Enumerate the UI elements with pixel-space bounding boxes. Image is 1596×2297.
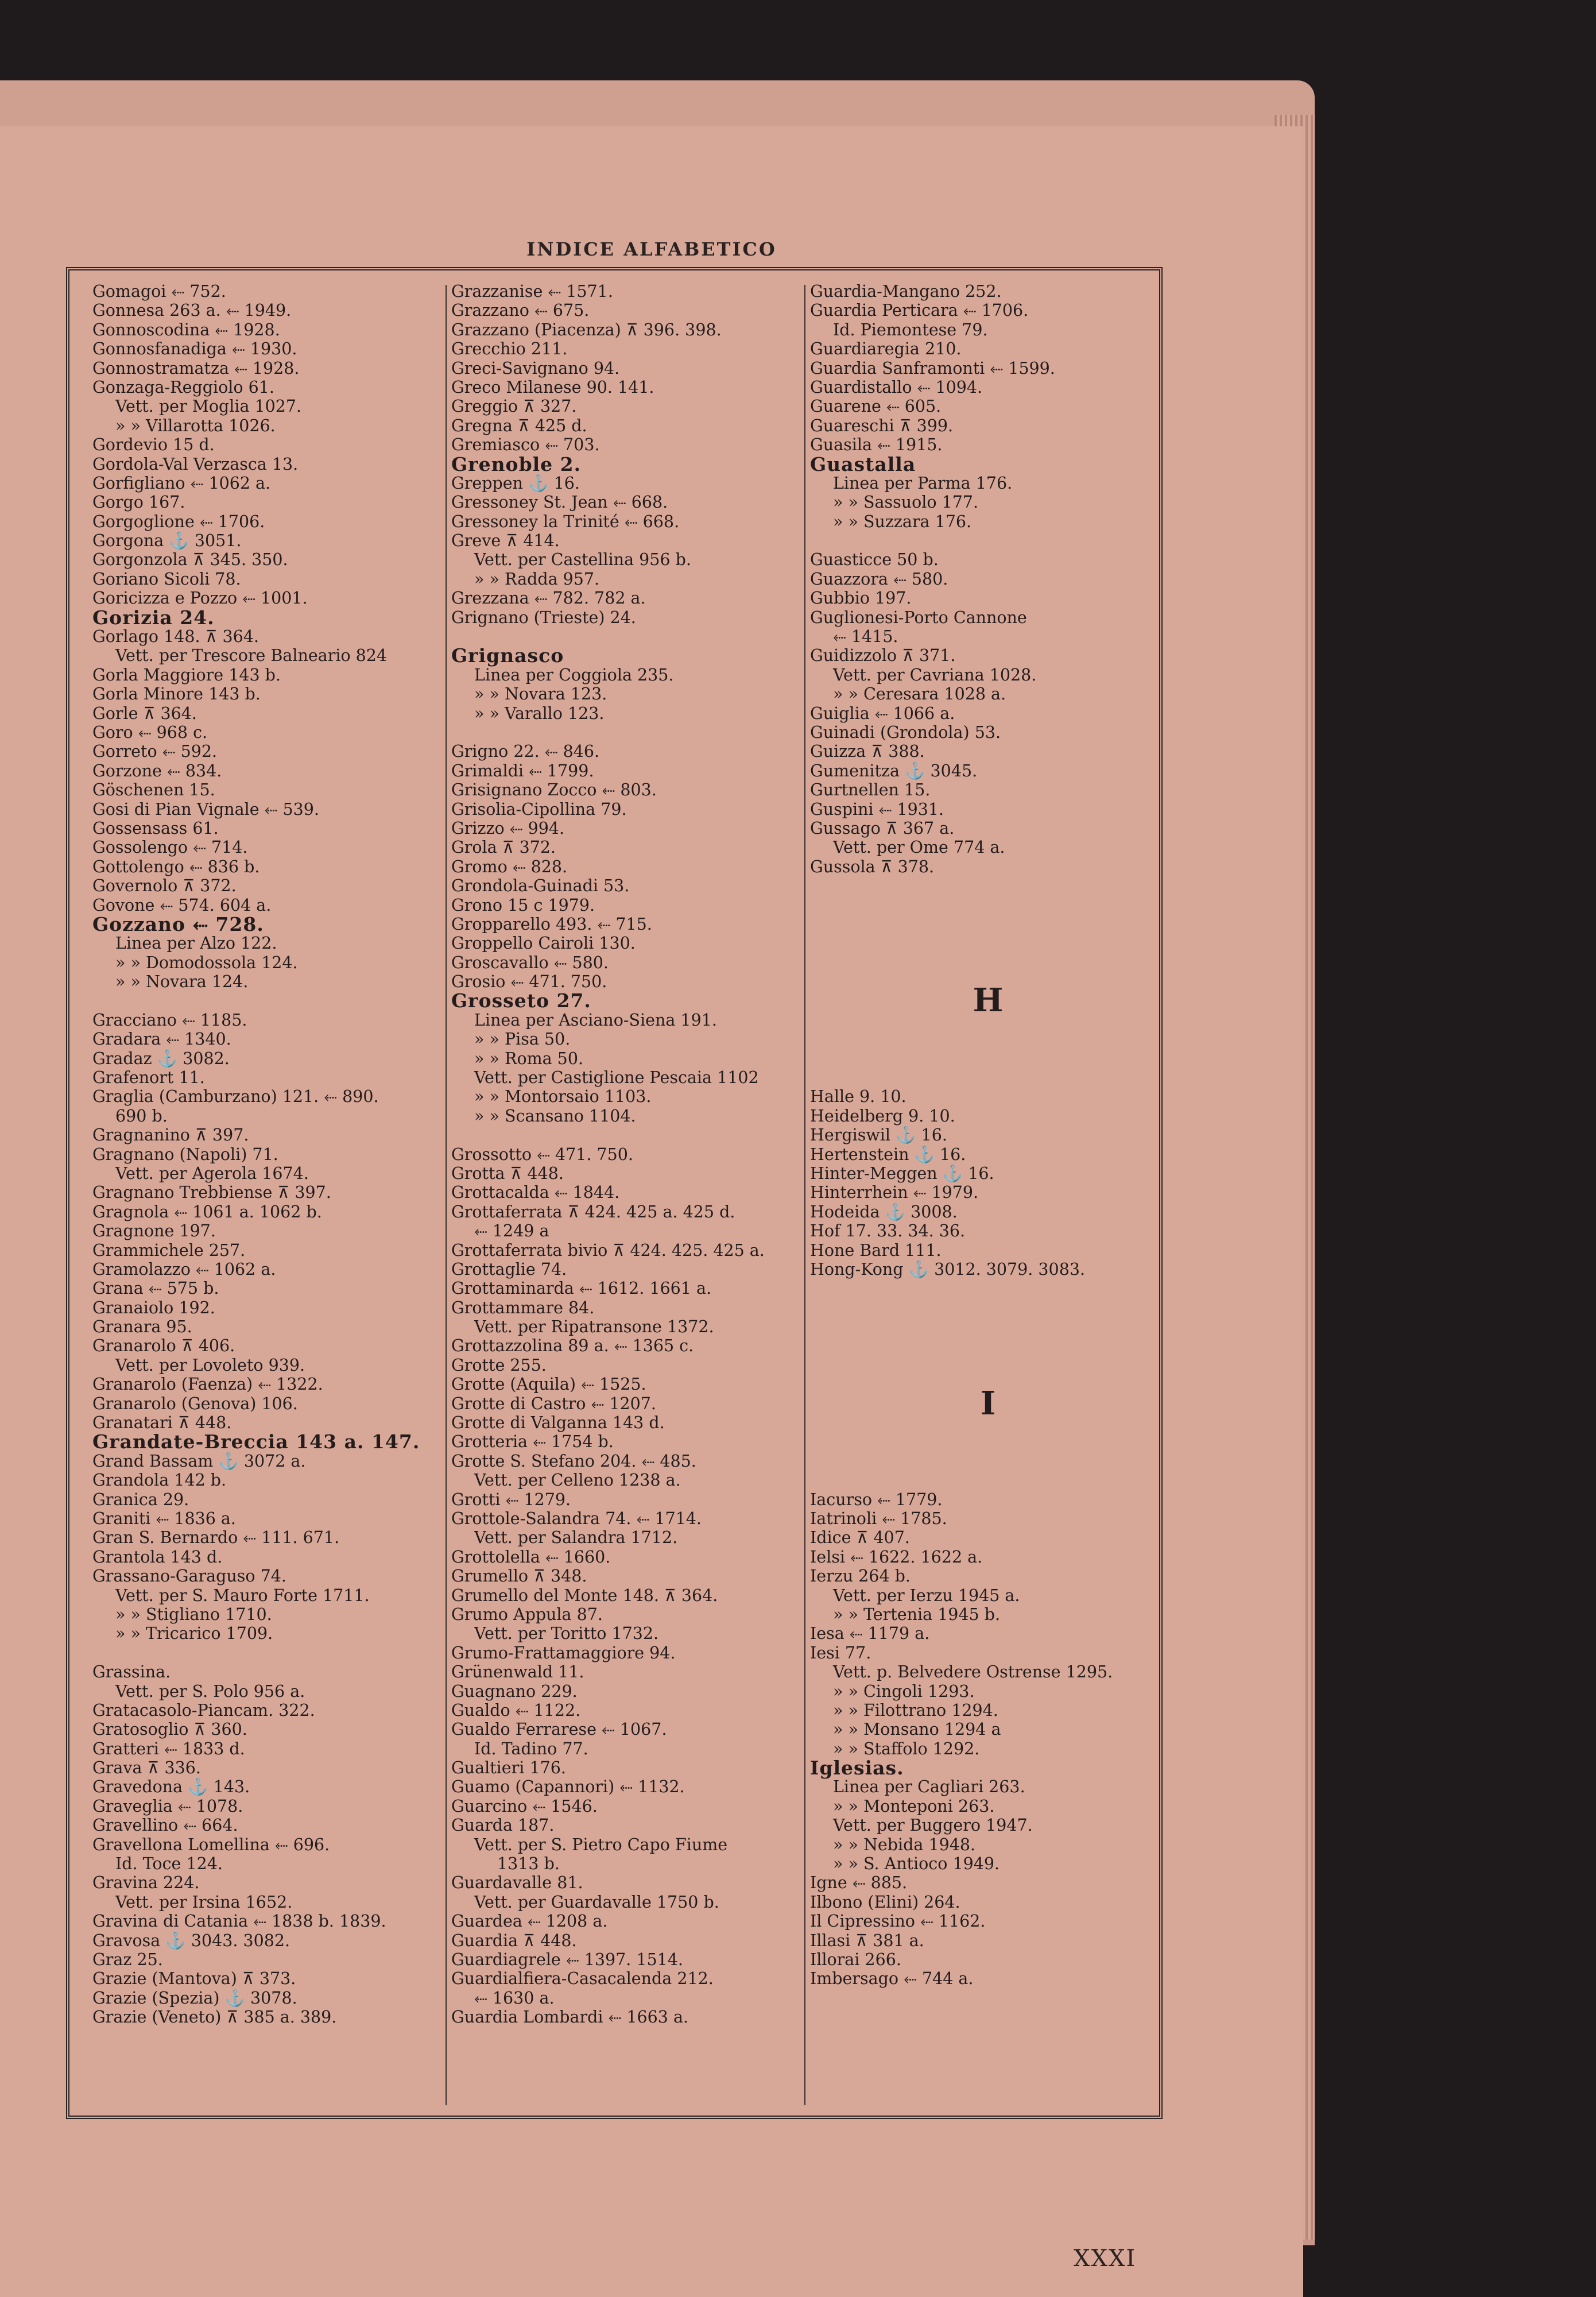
index-entry: Grondola-Guinadi 53. bbox=[451, 876, 630, 896]
index-entry: Guardia Perticara ⬸ 1706. bbox=[810, 301, 1029, 320]
index-entry: Grosio ⬸ 471. 750. bbox=[451, 972, 607, 992]
index-entry: Grazie (Spezia) ⚓ 3078. bbox=[92, 1988, 297, 2008]
index-entry: Granara 95. bbox=[92, 1317, 192, 1337]
index-entry: Graniti ⬸ 1836 a. bbox=[92, 1509, 236, 1528]
index-entry: ⬸ 1630 a. bbox=[474, 1988, 555, 2008]
index-entry: Id. Tadino 77. bbox=[474, 1739, 588, 1758]
index-entry: Hergiswil ⚓ 16. bbox=[810, 1126, 947, 1145]
index-entry: Gussago ⊼ 367 a. bbox=[810, 818, 955, 838]
index-entry: Grumo-Frattamaggiore 94. bbox=[451, 1643, 676, 1662]
index-entry: Gorreto ⬸ 592. bbox=[92, 742, 218, 761]
index-entry: Guarcino ⬸ 1546. bbox=[451, 1796, 598, 1816]
index-entry bbox=[92, 1644, 448, 1662]
index-entry: Gorzone ⬸ 834. bbox=[92, 761, 222, 780]
index-entry: Hodeida ⚓ 3008. bbox=[810, 1202, 958, 1221]
index-heading: Guastalla bbox=[810, 453, 916, 475]
index-entry: Grammichele 257. bbox=[92, 1240, 246, 1260]
index-entry: 690 b. bbox=[115, 1106, 168, 1126]
index-entry: Ierzu 264 b. bbox=[810, 1567, 911, 1586]
index-entry: Iacurso ⬸ 1779. bbox=[810, 1490, 943, 1509]
index-entry: ⬸ 1415. bbox=[833, 627, 898, 647]
index-entry bbox=[810, 1279, 1166, 1298]
index-entry: Graveglia ⬸ 1078. bbox=[92, 1796, 243, 1816]
index-entry: Gorgona ⚓ 3051. bbox=[92, 531, 242, 551]
index-entry: Gossensass 61. bbox=[92, 818, 219, 838]
index-entry: Greci-Savignano 94. bbox=[451, 358, 620, 378]
index-entry bbox=[451, 723, 807, 742]
index-entry: Gragnano (Napoli) 71. bbox=[92, 1144, 278, 1164]
book-page bbox=[0, 126, 1303, 2297]
index-entry: » » Suzzara 176. bbox=[833, 512, 972, 531]
index-heading: Grosseto 27. bbox=[451, 989, 591, 1012]
index-entry: Id. Toce 124. bbox=[115, 1854, 223, 1874]
index-entry: Guardea ⬸ 1208 a. bbox=[451, 1912, 608, 1931]
index-entry: Linea per Coggiola 235. bbox=[474, 665, 674, 685]
index-entry: Gualtieri 176. bbox=[451, 1758, 566, 1778]
index-entry: Vett. per Castiglione Pescaia 1102 bbox=[474, 1068, 759, 1088]
index-entry: Grazzanise ⬸ 1571. bbox=[451, 282, 613, 301]
index-entry: Vett. per Toritto 1732. bbox=[474, 1624, 659, 1644]
index-entry: Gottolengo ⬸ 836 b. bbox=[92, 857, 260, 876]
index-entry: Hinter-Meggen ⚓ 16. bbox=[810, 1163, 994, 1183]
index-frame bbox=[66, 267, 1163, 2119]
index-entry: Gratacasolo-Piancam. 322. bbox=[92, 1700, 315, 1720]
index-entry: » » Cingoli 1293. bbox=[833, 1681, 975, 1701]
index-entry: Greggio ⊼ 327. bbox=[451, 397, 577, 416]
running-head: INDICE ALFABETICO bbox=[526, 238, 777, 260]
index-entry: Guardiagrele ⬸ 1397. 1514. bbox=[451, 1950, 683, 1969]
index-entry: Vett. per S. Mauro Forte 1711. bbox=[115, 1586, 370, 1605]
index-heading: Gorizia 24. bbox=[92, 606, 215, 629]
index-entry: Guglionesi-Porto Cannone bbox=[810, 608, 1027, 627]
index-entry: Vett. per Ripatransone 1372. bbox=[474, 1317, 714, 1337]
index-entry: Vett. per Ome 774 a. bbox=[833, 838, 1005, 857]
index-entry: Granaiolo 192. bbox=[92, 1298, 215, 1317]
index-entry bbox=[810, 876, 1166, 895]
index-entry: Göschenen 15. bbox=[92, 780, 215, 800]
index-entry: Grezzana ⬸ 782. 782 a. bbox=[451, 589, 646, 608]
index-entry: Vett. per Trescore Balneario 824 bbox=[115, 646, 388, 666]
index-entry bbox=[810, 1452, 1166, 1471]
index-entry: Guasila ⬸ 1915. bbox=[810, 435, 943, 455]
index-entry: » » Staffolo 1292. bbox=[833, 1739, 980, 1758]
page-folio: XXXI bbox=[1074, 2245, 1137, 2272]
index-entry: Goro ⬸ 968 c. bbox=[92, 722, 208, 742]
index-entry: Grotte S. Stefano 204. ⬸ 485. bbox=[451, 1451, 696, 1471]
index-entry: Grottaminarda ⬸ 1612. 1661 a. bbox=[451, 1279, 711, 1298]
index-entry bbox=[810, 1471, 1166, 1490]
index-entry: Granarolo (Faenza) ⬸ 1322. bbox=[92, 1375, 323, 1394]
index-entry: Grimaldi ⬸ 1799. bbox=[451, 761, 594, 780]
index-entry: Guasticce 50 b. bbox=[810, 550, 939, 570]
index-entry: Gravina 224. bbox=[92, 1873, 200, 1893]
index-entry: Gravellino ⬸ 664. bbox=[92, 1816, 238, 1835]
index-entry: Gromo ⬸ 828. bbox=[451, 857, 568, 876]
index-entry: Grossotto ⬸ 471. 750. bbox=[451, 1144, 633, 1164]
index-entry: Guarda 187. bbox=[451, 1816, 555, 1835]
index-entry: Guizza ⊼ 388. bbox=[810, 742, 925, 761]
index-entry: Gracciano ⬸ 1185. bbox=[92, 1010, 247, 1030]
index-entry: Guardia ⊼ 448. bbox=[451, 1931, 577, 1950]
index-entry: Greco Milanese 90. 141. bbox=[451, 377, 654, 397]
index-entry: Grottazzolina 89 a. ⬸ 1365 c. bbox=[451, 1336, 694, 1356]
index-entry: Grazzano (Piacenza) ⊼ 396. 398. bbox=[451, 320, 722, 339]
index-entry: Guardia-Mangano 252. bbox=[810, 282, 1002, 301]
index-entry: » » Monteponi 263. bbox=[833, 1796, 995, 1816]
index-entry: Gremiasco ⬸ 703. bbox=[451, 435, 600, 455]
index-entry: Heidelberg 9. 10. bbox=[810, 1106, 955, 1126]
section-letter: H bbox=[973, 981, 1004, 1020]
index-entry: » » Villarotta 1026. bbox=[115, 416, 276, 435]
index-entry bbox=[810, 1317, 1166, 1336]
index-entry: Linea per Asciano-Siena 191. bbox=[474, 1010, 717, 1030]
index-entry: Guazzora ⬸ 580. bbox=[810, 569, 948, 589]
index-entry: Guspini ⬸ 1931. bbox=[810, 799, 944, 819]
index-entry: Greve ⊼ 414. bbox=[451, 531, 560, 551]
index-heading: Gozzano ⬸ 728. bbox=[92, 912, 264, 935]
index-entry: Granarolo ⊼ 406. bbox=[92, 1336, 235, 1356]
index-entry: Gonnostramatza ⬸ 1928. bbox=[92, 358, 300, 378]
section-letter: I bbox=[980, 1384, 996, 1422]
index-entry: Gubbio 197. bbox=[810, 589, 912, 608]
index-entry: Il Cipressino ⬸ 1162. bbox=[810, 1912, 986, 1931]
index-entry: Ilbono (Elini) 264. bbox=[810, 1892, 960, 1912]
index-entry: Gomagoi ⬸ 752. bbox=[92, 282, 226, 301]
index-entry: Gressoney St. Jean ⬸ 668. bbox=[451, 493, 668, 512]
index-entry: Grazie (Veneto) ⊼ 385 a. 389. bbox=[92, 2008, 337, 2027]
index-entry: Grecchio 211. bbox=[451, 339, 568, 359]
index-entry: Gratteri ⬸ 1833 d. bbox=[92, 1739, 245, 1758]
index-entry: Goriano Sicoli 78. bbox=[92, 569, 241, 589]
index-entry: Igne ⬸ 885. bbox=[810, 1873, 908, 1893]
index-entry bbox=[810, 531, 1166, 550]
index-entry: Idice ⊼ 407. bbox=[810, 1528, 910, 1548]
index-entry: Goricizza e Pozzo ⬸ 1001. bbox=[92, 589, 308, 608]
index-entry: Hinterrhein ⬸ 1979. bbox=[810, 1183, 979, 1202]
index-entry: Guareschi ⊼ 399. bbox=[810, 416, 954, 435]
index-entry: Hertenstein ⚓ 16. bbox=[810, 1144, 966, 1164]
index-entry: Grotteria ⬸ 1754 b. bbox=[451, 1432, 614, 1452]
index-entry: Gosi di Pian Vignale ⬸ 539. bbox=[92, 799, 319, 819]
index-entry: » » Novara 123. bbox=[474, 685, 607, 704]
index-entry bbox=[810, 1336, 1166, 1355]
index-entry: Grigno 22. ⬸ 846. bbox=[451, 742, 600, 761]
index-entry: » » Tertenia 1945 b. bbox=[833, 1604, 1001, 1624]
index-entry bbox=[810, 1432, 1166, 1451]
index-entry: Greppen ⚓ 16. bbox=[451, 473, 580, 493]
index-entry: Guardiaregia 210. bbox=[810, 339, 962, 359]
index-entry: Guardia Sanframonti ⬸ 1599. bbox=[810, 358, 1055, 378]
index-entry: Vett. per Celleno 1238 a. bbox=[474, 1471, 681, 1490]
index-entry: Gratosoglio ⊼ 360. bbox=[92, 1720, 247, 1739]
index-entry: Grazie (Mantova) ⊼ 373. bbox=[92, 1969, 296, 1989]
index-entry: Grottole-Salandra 74. ⬸ 1714. bbox=[451, 1509, 702, 1528]
index-entry: Grola ⊼ 372. bbox=[451, 838, 556, 857]
index-entry: Vett. per Lovoleto 939. bbox=[115, 1355, 305, 1375]
index-entry: Iesi 77. bbox=[810, 1643, 871, 1662]
index-entry: Grottaferrata bivio ⊼ 424. 425. 425 a. bbox=[451, 1240, 765, 1260]
index-entry: Illorai 266. bbox=[810, 1950, 901, 1969]
index-entry: Gordola-Val Verzasca 13. bbox=[92, 454, 299, 474]
index-entry: Gropparello 493. ⬸ 715. bbox=[451, 914, 652, 934]
index-entry: » » Sassuolo 177. bbox=[833, 493, 979, 512]
index-entry: Guiglia ⬸ 1066 a. bbox=[810, 703, 955, 723]
index-entry: Vett. per Salandra 1712. bbox=[474, 1528, 678, 1548]
index-entry: » » Roma 50. bbox=[474, 1049, 584, 1068]
index-entry: Vett. per S. Pietro Capo Fiume bbox=[474, 1835, 728, 1854]
index-entry: Gorfigliano ⬸ 1062 a. bbox=[92, 473, 271, 493]
index-entry: Gumenitza ⚓ 3045. bbox=[810, 761, 978, 780]
index-entry: Grantola 143 d. bbox=[92, 1547, 223, 1567]
index-entry: Guardialfiera-Casacalenda 212. bbox=[451, 1969, 714, 1989]
index-entry: Grotte di Valganna 143 d. bbox=[451, 1413, 665, 1433]
index-entry: Guinadi (Grondola) 53. bbox=[810, 722, 1001, 742]
index-entry: Groppello Cairoli 130. bbox=[451, 934, 636, 953]
index-entry: Grotte (Aquila) ⬸ 1525. bbox=[451, 1375, 646, 1394]
index-entry: Vett. per S. Polo 956 a. bbox=[115, 1681, 305, 1701]
index-entry bbox=[810, 1030, 1166, 1049]
index-entry bbox=[810, 1049, 1166, 1068]
index-entry: Grand Bassam ⚓ 3072 a. bbox=[92, 1451, 306, 1471]
index-entry: » » Stigliano 1710. bbox=[115, 1604, 272, 1624]
index-entry: Vett. per Irsina 1652. bbox=[115, 1892, 293, 1912]
index-entry: Grono 15 c 1979. bbox=[451, 895, 595, 915]
index-entry: Grottolella ⬸ 1660. bbox=[451, 1547, 611, 1567]
index-entry bbox=[92, 991, 448, 1010]
index-entry: Grassina. bbox=[92, 1662, 171, 1682]
index-entry: Grumo Appula 87. bbox=[451, 1604, 603, 1624]
index-entry: Grotta ⊼ 448. bbox=[451, 1163, 564, 1183]
index-entry: Illasi ⊼ 381 a. bbox=[810, 1931, 924, 1950]
index-entry: Graglia (Camburzano) 121. ⬸ 890. bbox=[92, 1087, 379, 1107]
index-column-2 bbox=[451, 282, 807, 2108]
index-entry: Grana ⬸ 575 b. bbox=[92, 1279, 219, 1298]
index-entry: Grava ⊼ 336. bbox=[92, 1758, 201, 1778]
index-entry: Vett. per Ierzu 1945 a. bbox=[833, 1586, 1020, 1605]
index-entry: Grotti ⬸ 1279. bbox=[451, 1490, 571, 1509]
index-entry: Gordevio 15 d. bbox=[92, 435, 215, 455]
index-entry: Halle 9. 10. bbox=[810, 1087, 907, 1107]
index-entry: Governolo ⊼ 372. bbox=[92, 876, 237, 896]
index-entry: Grotte di Castro ⬸ 1207. bbox=[451, 1394, 656, 1413]
index-entry: Hong-Kong ⚓ 3012. 3079. 3083. bbox=[810, 1259, 1086, 1279]
index-entry: » » Filottrano 1294. bbox=[833, 1700, 998, 1720]
index-entry: Vett. per Buggero 1947. bbox=[833, 1816, 1033, 1835]
index-entry: Grünenwald 11. bbox=[451, 1662, 584, 1682]
index-entry: Gorla Maggiore 143 b. bbox=[92, 665, 281, 685]
index-entry: Gurtnellen 15. bbox=[810, 780, 931, 800]
index-entry: Grumello ⊼ 348. bbox=[451, 1567, 587, 1586]
index-entry: » » Tricarico 1709. bbox=[115, 1624, 273, 1644]
index-entry: Granica 29. bbox=[92, 1490, 189, 1509]
index-entry: » » Monsano 1294 a bbox=[833, 1720, 1001, 1739]
index-entry: Grottammare 84. bbox=[451, 1298, 595, 1317]
index-entry: Gragnola ⬸ 1061 a. 1062 b. bbox=[92, 1202, 322, 1221]
index-entry: Gradara ⬸ 1340. bbox=[92, 1030, 231, 1049]
index-entry: Gorgonzola ⊼ 345. 350. bbox=[92, 550, 288, 570]
index-entry: Grizzo ⬸ 994. bbox=[451, 818, 565, 838]
index-entry: Grandola 142 b. bbox=[92, 1471, 227, 1490]
index-entry: Vett. per Castellina 956 b. bbox=[474, 550, 691, 570]
index-entry: Grazzano ⬸ 675. bbox=[451, 301, 590, 320]
index-entry bbox=[451, 627, 807, 646]
index-entry: Grisolia-Cipollina 79. bbox=[451, 799, 627, 819]
index-entry: Graz 25. bbox=[92, 1950, 163, 1969]
index-entry: Linea per Cagliari 263. bbox=[833, 1777, 1025, 1797]
index-entry: Gorgo 167. bbox=[92, 493, 185, 512]
index-entry: Gressoney la Trinité ⬸ 668. bbox=[451, 512, 680, 531]
index-entry: » » Domodossola 124. bbox=[115, 953, 298, 972]
index-entry: Gravellona Lomellina ⬸ 696. bbox=[92, 1835, 330, 1854]
index-entry: Iesa ⬸ 1179 a. bbox=[810, 1624, 930, 1644]
index-entry: » » Varallo 123. bbox=[474, 703, 605, 723]
index-entry: Gregna ⊼ 425 d. bbox=[451, 416, 587, 435]
index-entry: Gragnano Trebbiense ⊼ 397. bbox=[92, 1183, 331, 1202]
index-entry: Ielsi ⬸ 1622. 1622 a. bbox=[810, 1547, 983, 1567]
index-entry: Vett. p. Belvedere Ostrense 1295. bbox=[833, 1662, 1113, 1682]
index-entry: Linea per Alzo 122. bbox=[115, 934, 277, 953]
index-entry: » » Nebida 1948. bbox=[833, 1835, 976, 1854]
index-entry: Gonzaga-Reggiolo 61. bbox=[92, 377, 274, 397]
index-entry: » » Radda 957. bbox=[474, 569, 600, 589]
index-entry bbox=[810, 1298, 1166, 1317]
index-entry: » » Scansano 1104. bbox=[474, 1106, 636, 1126]
index-entry: Gorlago 148. ⊼ 364. bbox=[92, 627, 259, 647]
index-entry: Gravosa ⚓ 3043. 3082. bbox=[92, 1931, 290, 1950]
index-entry: Gorgoglione ⬸ 1706. bbox=[92, 512, 265, 531]
index-entry: Hone Bard 111. bbox=[810, 1240, 942, 1260]
index-entry: Gonnesa 263 a. ⬸ 1949. bbox=[92, 301, 292, 320]
index-entry: Gonnoscodina ⬸ 1928. bbox=[92, 320, 280, 339]
index-entry: Id. Piemontese 79. bbox=[833, 320, 988, 339]
index-entry: Grottacalda ⬸ 1844. bbox=[451, 1183, 620, 1202]
index-entry: Guidizzolo ⊼ 371. bbox=[810, 646, 956, 666]
index-entry: Gorla Minore 143 b. bbox=[92, 685, 261, 704]
index-heading: Grenoble 2. bbox=[451, 453, 582, 475]
index-heading: Iglesias. bbox=[810, 1757, 904, 1780]
index-entry: Vett. per Guardavalle 1750 b. bbox=[474, 1892, 719, 1912]
index-entry: Gualdo Ferrarese ⬸ 1067. bbox=[451, 1720, 667, 1739]
index-entry bbox=[810, 1068, 1166, 1087]
index-entry: Govone ⬸ 574. 604 a. bbox=[92, 895, 272, 915]
index-entry: Guardistallo ⬸ 1094. bbox=[810, 377, 983, 397]
index-column-1 bbox=[92, 282, 448, 2108]
index-entry: Gragnone 197. bbox=[92, 1221, 216, 1241]
index-entry: Gran S. Bernardo ⬸ 111. 671. bbox=[92, 1528, 340, 1548]
index-entry: Imbersago ⬸ 744 a. bbox=[810, 1969, 974, 1989]
index-entry: Granatari ⊼ 448. bbox=[92, 1413, 232, 1433]
index-entry bbox=[810, 896, 1166, 915]
index-entry: » » Montorsaio 1103. bbox=[474, 1087, 652, 1107]
index-entry bbox=[451, 1126, 807, 1144]
index-entry: Grassano-Garaguso 74. bbox=[92, 1567, 286, 1586]
index-entry: » » Pisa 50. bbox=[474, 1030, 571, 1049]
index-entry: Iatrinoli ⬸ 1785. bbox=[810, 1509, 947, 1528]
index-entry: Guagnano 229. bbox=[451, 1681, 578, 1701]
index-entry: Grafenort 11. bbox=[92, 1068, 205, 1088]
index-entry: Granarolo (Genova) 106. bbox=[92, 1394, 298, 1413]
index-entry: Gualdo ⬸ 1122. bbox=[451, 1700, 581, 1720]
index-entry: Vett. per Moglia 1027. bbox=[115, 397, 302, 416]
index-entry: Gravina di Catania ⬸ 1838 b. 1839. bbox=[92, 1912, 386, 1931]
index-heading: Grignasco bbox=[451, 644, 564, 667]
index-entry: Grotte 255. bbox=[451, 1355, 547, 1375]
index-entry: Grignano (Trieste) 24. bbox=[451, 608, 636, 627]
index-entry: Gossolengo ⬸ 714. bbox=[92, 838, 248, 857]
index-entry: Grumello del Monte 148. ⊼ 364. bbox=[451, 1586, 718, 1605]
index-heading: Grandate-Breccia 143 a. 147. bbox=[92, 1430, 420, 1453]
index-entry: » » S. Antioco 1949. bbox=[833, 1854, 1000, 1874]
index-entry bbox=[810, 915, 1166, 934]
index-entry: Gragnanino ⊼ 397. bbox=[92, 1126, 249, 1145]
index-entry: Grisignano Zocco ⬸ 803. bbox=[451, 780, 657, 800]
index-entry: Gravedona ⚓ 143. bbox=[92, 1777, 250, 1797]
index-entry: Gonnosfanadiga ⬸ 1930. bbox=[92, 339, 297, 359]
index-entry: » » Ceresara 1028 a. bbox=[833, 685, 1006, 704]
index-entry: 1313 b. bbox=[497, 1854, 560, 1874]
index-entry: Gussola ⊼ 378. bbox=[810, 857, 935, 876]
index-entry: Guamo (Capannori) ⬸ 1132. bbox=[451, 1777, 685, 1797]
index-entry: Grottaferrata ⊼ 424. 425 a. 425 d. bbox=[451, 1202, 735, 1221]
index-entry: Hof 17. 33. 34. 36. bbox=[810, 1221, 966, 1241]
index-entry: Vett. per Cavriana 1028. bbox=[833, 665, 1037, 685]
index-entry: Guardavalle 81. bbox=[451, 1873, 583, 1893]
index-entry bbox=[810, 1356, 1166, 1375]
index-entry: Linea per Parma 176. bbox=[833, 473, 1013, 493]
index-entry: Gorle ⊼ 364. bbox=[92, 703, 197, 723]
index-entry bbox=[810, 953, 1166, 972]
index-entry: ⬸ 1249 a bbox=[474, 1221, 549, 1241]
index-entry: Groscavallo ⬸ 580. bbox=[451, 953, 609, 972]
index-entry bbox=[810, 934, 1166, 953]
index-entry: Grottaglie 74. bbox=[451, 1259, 567, 1279]
index-entry: » » Novara 124. bbox=[115, 972, 249, 992]
index-entry: Gradaz ⚓ 3082. bbox=[92, 1049, 230, 1068]
index-column-3 bbox=[810, 282, 1166, 2108]
index-entry: Vett. per Agerola 1674. bbox=[115, 1163, 309, 1183]
index-entry: Guardia Lombardi ⬸ 1663 a. bbox=[451, 2008, 689, 2027]
index-entry: Gramolazzo ⬸ 1062 a. bbox=[92, 1259, 276, 1279]
index-entry: Guarene ⬸ 605. bbox=[810, 397, 942, 416]
